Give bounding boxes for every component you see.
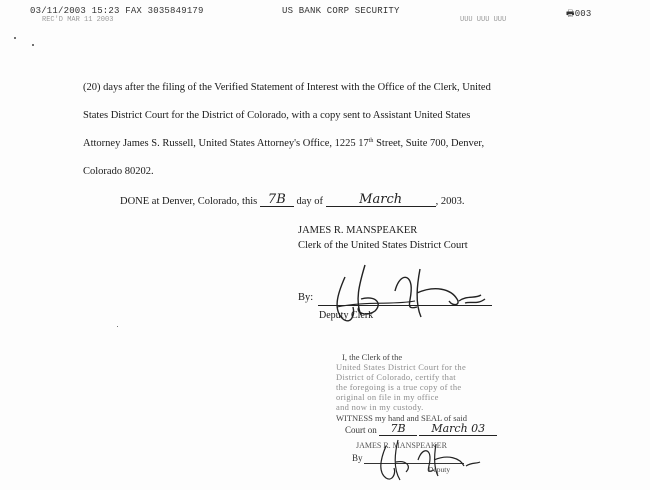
fax-sender: US BANK CORP SECURITY	[282, 6, 400, 16]
body-line-3-a: Attorney James S. Russell, United States Attorney's Office, 1225 17	[83, 138, 369, 149]
certificate-line-3: District of Colorado, certify that	[336, 372, 456, 382]
scan-speck	[32, 44, 34, 46]
certificate-deputy-label: Deputy	[428, 465, 451, 474]
body-line-4: Colorado 80202.	[83, 166, 154, 177]
done-prefix: DONE at Denver, Colorado, this	[120, 196, 258, 207]
fax-page-number: 🖶003	[566, 9, 592, 19]
fax-ghost-stamp-right: UUU UUU UUU	[460, 16, 507, 24]
clerk-block	[298, 223, 468, 253]
fax-page-number-value: 003	[574, 9, 592, 19]
scan-speck	[117, 326, 118, 327]
certificate-by-label: By	[352, 453, 363, 463]
done-suffix: , 2003.	[435, 196, 465, 207]
signature-by-label: By:	[298, 292, 314, 303]
scan-speck	[14, 37, 16, 39]
certificate-line-1: I, the Clerk of the	[342, 352, 403, 362]
certificate-clerk-name: JAMES R. MANSPEAKER	[356, 441, 447, 450]
certificate-line-5: original on file in my office	[336, 392, 439, 402]
body-line-1: (20) days after the filing of the Verified Statement of Interest with the Office of the Clerk, United	[83, 82, 491, 93]
certificate-signature	[372, 436, 482, 486]
body-line-2: States District Court for the District of Colorado, with a copy sent to Assistant United States	[83, 110, 471, 121]
body-line-3-superscript: th	[368, 138, 374, 144]
certificate-court-prefix: Court on	[345, 425, 377, 435]
certificate-day-blank: 7B	[379, 423, 417, 436]
done-day-blank: 7B	[260, 194, 294, 207]
clerk-name: JAMES R. MANSPEAKER	[298, 225, 418, 236]
certificate-stamp	[336, 352, 506, 423]
certificate-month-blank: March 03	[419, 423, 497, 436]
body-line-3	[83, 137, 563, 151]
fax-stamp: 03/11/2003 15:23 FAX 3035849179	[30, 6, 204, 16]
done-line	[120, 192, 465, 208]
body-line-3-b: Street, Suite 700, Denver,	[373, 138, 485, 149]
certificate-line-4: the foregoing is a true copy of the	[336, 382, 462, 392]
fax-ghost-stamp-left: REC'D MAR 11 2003	[42, 16, 114, 24]
certificate-line-7: WITNESS my hand and SEAL of said	[336, 413, 467, 423]
done-middle: day of	[296, 196, 324, 207]
deputy-clerk-label: Deputy Clerk	[319, 310, 374, 321]
clerk-title: Clerk of the United States District Court	[298, 240, 468, 251]
certificate-line-6: and now in my custody.	[336, 402, 424, 412]
certificate-line-2: United States District Court for the	[336, 362, 467, 372]
done-month-blank: March	[326, 194, 436, 207]
